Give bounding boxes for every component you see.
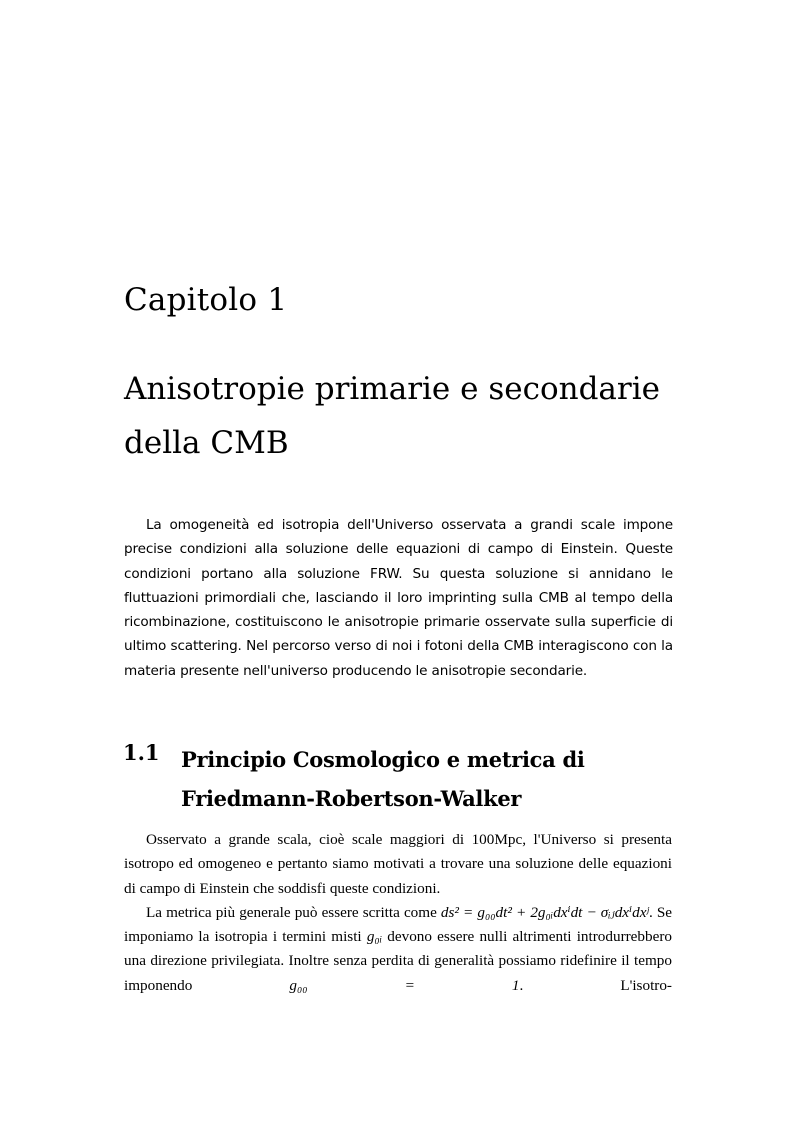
section-body [124, 828, 672, 998]
paragraph-2-text-d: . L'isotro- [519, 976, 672, 994]
body-paragraph-1: Osservato a grande scala, cioè scale maggiori di 100Mpc, l'Universo si presenta isotropo ed omogeneo e pertanto siamo motivati a trovare una soluzione delle equazioni di campo di Einstein che soddisfi queste condizioni. [124, 831, 672, 897]
section-number: 1.1 [123, 740, 160, 765]
paragraph-2-text-b: . Se imponiamo la isotropia i termini misti [124, 903, 673, 946]
chapter-title [124, 362, 684, 470]
body-paragraph-2 [124, 901, 672, 998]
g00-formula: g₀₀ = 1 [289, 976, 520, 994]
paragraph-2-text-c: devono essere nulli altrimenti introdurrebbero una direzione privilegiata. Inoltre senza perdita di generalità possiamo ridefinire il tempo imponendo [124, 928, 672, 994]
paragraph-2-text-a: La metrica più generale può essere scritta come [146, 903, 441, 921]
chapter-label: Capitolo 1 [124, 282, 288, 318]
chapter-abstract: La omogeneità ed isotropia dell'Universo osservata a grandi scale impone precise condizioni alla soluzione delle equazioni di campo di Einstein. Queste condizioni portano alla soluzione FRW. Su questa soluzione si annidano le fluttuazioni primordiali che, lasciando il loro imprinting sulla CMB al tempo della ricombinazione, costituiscono le anisotropie primarie osservate sulla superficie di ultimo scattering. Nel percorso verso di noi i fotoni della CMB interagiscono con la materia presente nell'universo producendo le anisotropie secondarie. [124, 517, 673, 679]
section-title: Principio Cosmologico e metrica di Friedmann-Robertson-Walker [181, 747, 585, 811]
metric-formula: ds² = g₀₀dt² + 2g₀ᵢdxⁱdt − σᵢⱼdxⁱdxʲ [440, 903, 649, 921]
chapter-title-line2: della CMB [124, 425, 289, 461]
chapter-title-line1: Anisotropie primarie e secondarie [124, 371, 660, 407]
g0i-formula: g₀ᵢ [366, 928, 383, 946]
